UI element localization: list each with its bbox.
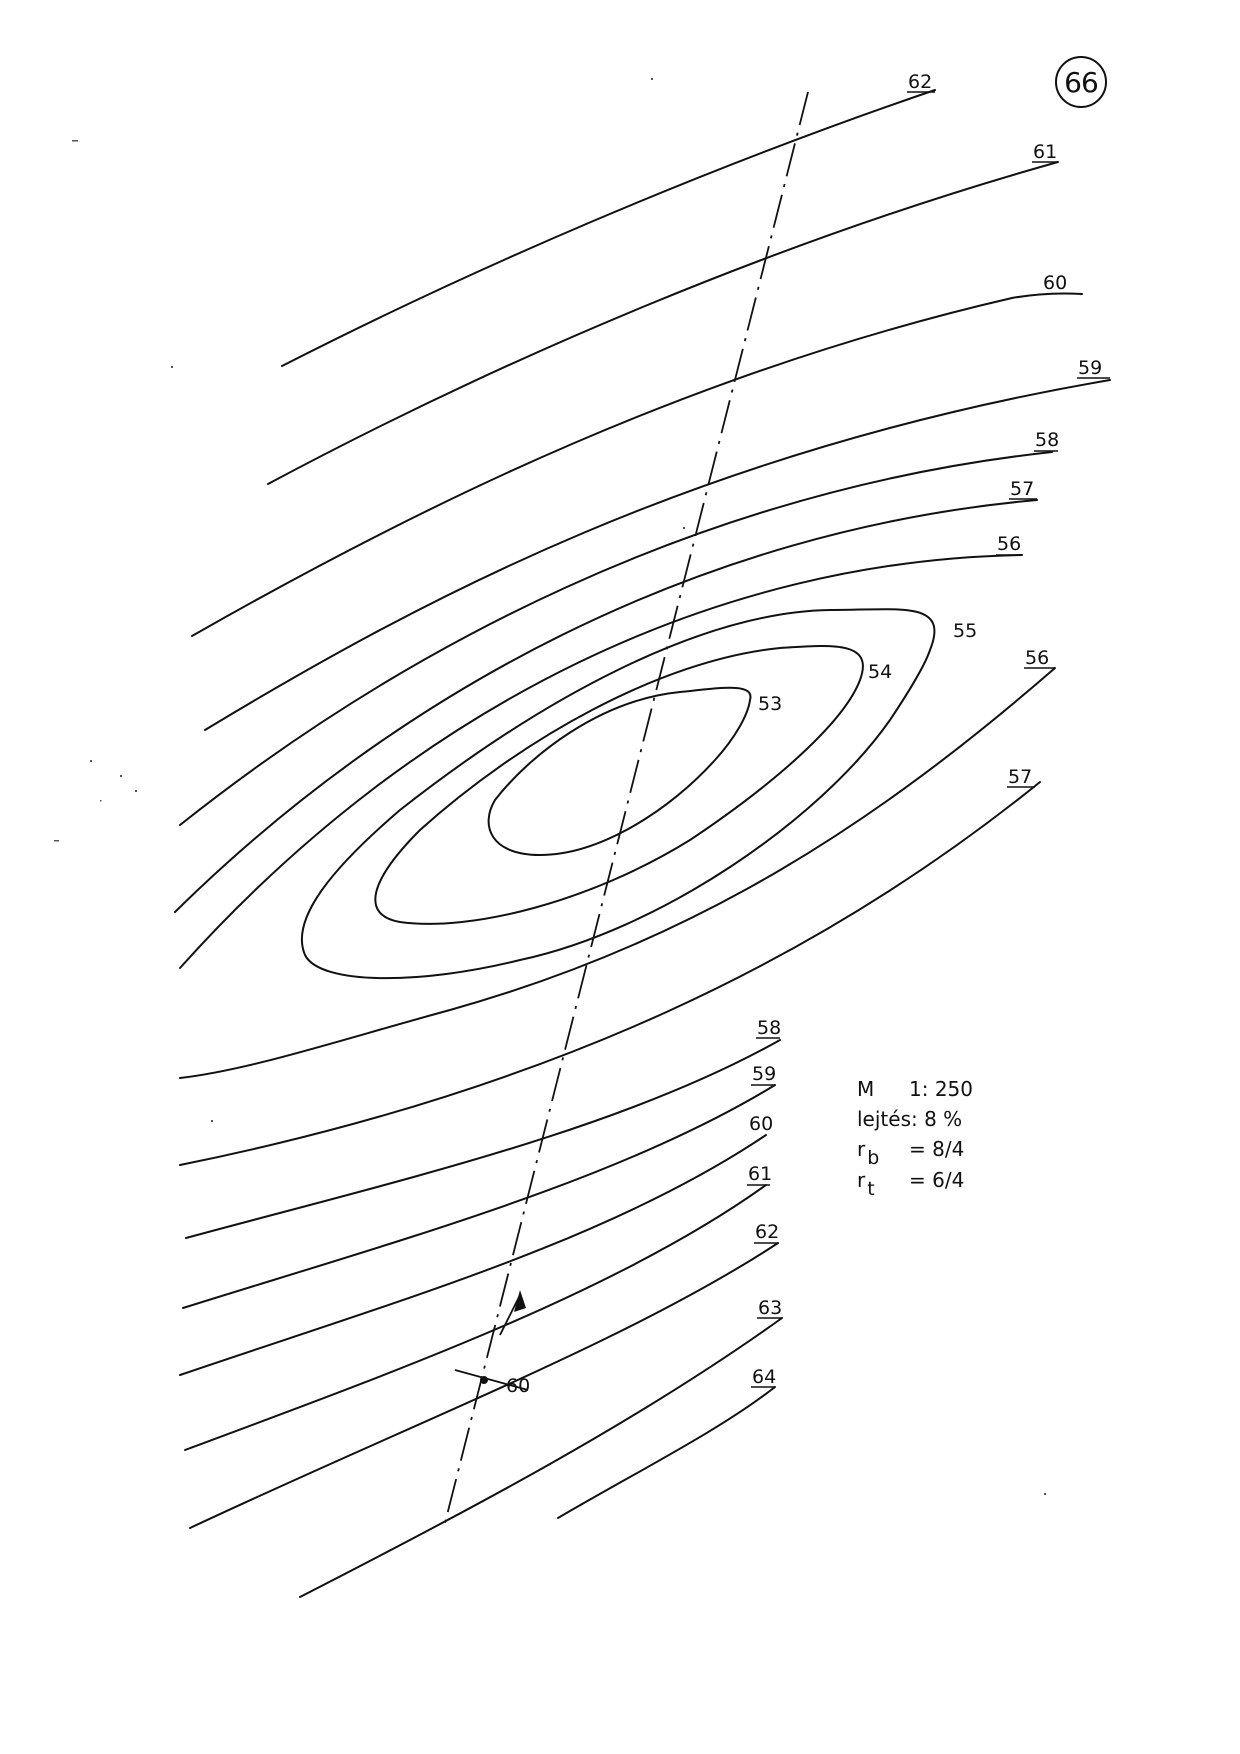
legend-rt-row: [857, 1165, 973, 1200]
legend-scale-key: M: [857, 1077, 875, 1101]
spot-height-label: 60: [506, 1375, 531, 1397]
contour-line-58-bottom: [186, 1040, 780, 1238]
contour-line-62-top: [282, 90, 935, 366]
legend-scale-value: 1: 250: [909, 1077, 973, 1101]
legend-rb-row: [857, 1134, 973, 1169]
contour-line-53: [489, 688, 751, 855]
contour-label-56-top: 56: [997, 533, 1022, 555]
contour-label-56-right: 56: [1025, 647, 1050, 669]
contour-label-59-bottom: 59: [752, 1063, 777, 1085]
scan-specks: [54, 78, 1046, 1495]
legend-slope-value: : 8 %: [910, 1107, 963, 1131]
contour-line-59-bottom: [183, 1085, 775, 1308]
contour-label-61-bottom: 61: [748, 1163, 773, 1185]
route-axis-line: [445, 92, 808, 1523]
contour-label-60-bottom: 60: [749, 1113, 774, 1135]
contour-label-61-top: 61: [1033, 141, 1058, 163]
contour-label-53: 53: [758, 693, 783, 715]
contour-line-62-bottom: [190, 1243, 778, 1528]
contour-label-64-bottom: 64: [752, 1366, 777, 1388]
legend-slope-key: lejtés: [857, 1107, 911, 1131]
legend-rt-value: = 6/4: [909, 1168, 965, 1192]
legend-slope-row: [857, 1104, 973, 1134]
contour-label-58-bottom: 58: [757, 1017, 782, 1039]
contour-label-62-bottom: 62: [755, 1221, 780, 1243]
contour-line-55: [302, 609, 935, 978]
contour-label-57-right: 57: [1008, 766, 1033, 788]
contour-line-63-bottom: [300, 1318, 782, 1597]
contour-label-62-top: 62: [908, 71, 933, 93]
contour-line-57-top: [175, 500, 1037, 912]
contour-label-55: 55: [953, 620, 978, 642]
legend-rb-value: = 8/4: [909, 1137, 965, 1161]
contour-label-58-top: 58: [1035, 429, 1060, 451]
contour-line-54: [375, 646, 863, 924]
contour-label-63-bottom: 63: [758, 1297, 783, 1319]
contour-label-54: 54: [868, 661, 893, 683]
contour-line-58-top: [180, 452, 1052, 825]
contour-label-59-top: 59: [1078, 357, 1103, 379]
sheet-number-badge: 66: [1055, 56, 1107, 108]
legend-rb-symbol: r b: [857, 1137, 880, 1169]
contour-line-61-bottom: [185, 1185, 766, 1450]
contour-line-64-bottom: [558, 1387, 775, 1518]
legend-scale-row: [857, 1074, 973, 1104]
map-legend: [857, 1074, 973, 1200]
contour-label-57-top: 57: [1010, 478, 1035, 500]
contour-label-60-top: 60: [1043, 272, 1068, 294]
contour-line-61-top: [268, 162, 1058, 484]
legend-rt-symbol: r t: [857, 1168, 875, 1200]
